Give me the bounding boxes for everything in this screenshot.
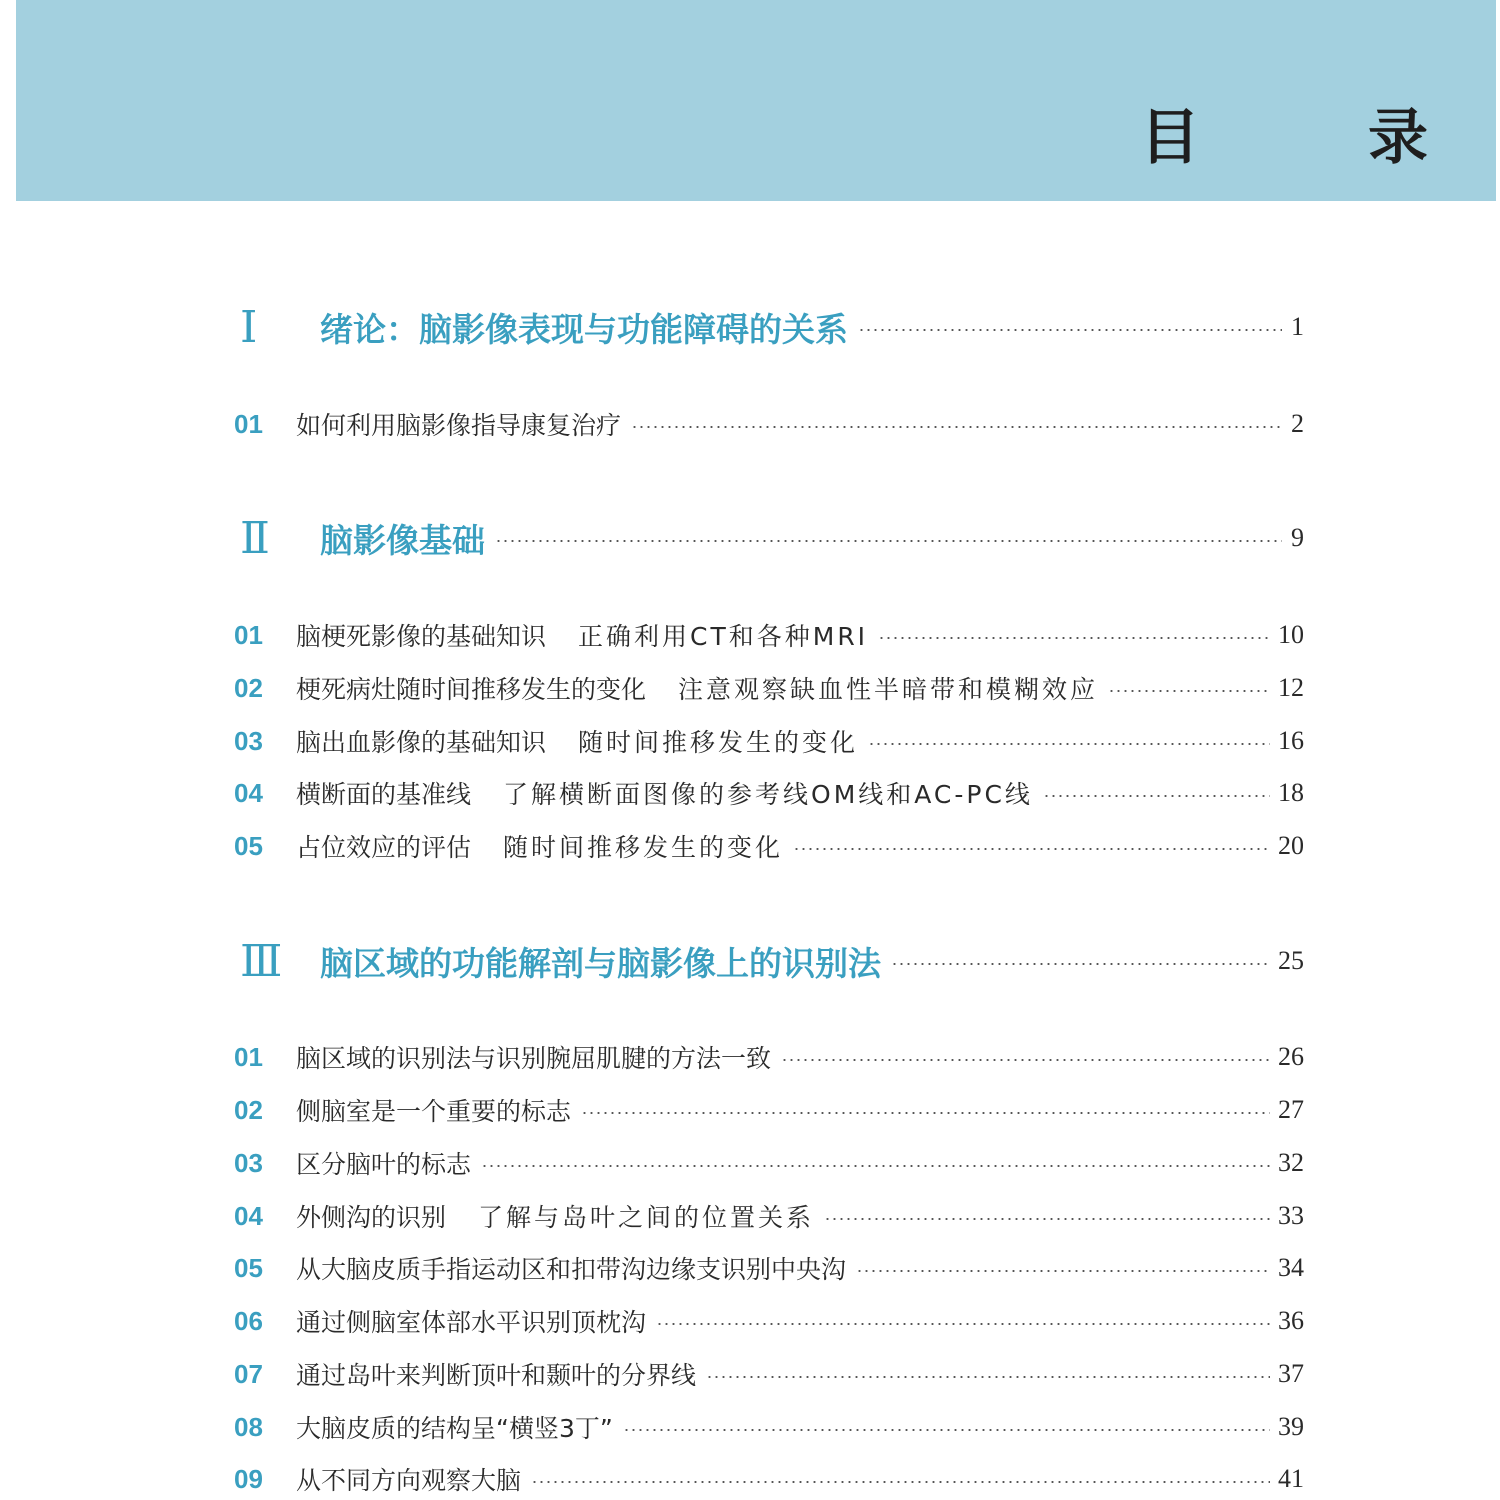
page-number: 10: [1278, 620, 1304, 649]
entry-number: 05: [234, 1252, 263, 1283]
dot-leader: [623, 1429, 1270, 1431]
dot-leader: [858, 329, 1282, 331]
dot-leader: [531, 1481, 1270, 1483]
section-heading-3[interactable]: [232, 931, 1304, 991]
entry-number: 02: [234, 672, 263, 703]
entry-title: 从不同方向观察大脑: [296, 1466, 522, 1495]
dot-leader: [581, 1112, 1270, 1114]
toc-entry[interactable]: [232, 1143, 1304, 1183]
entry-title: 区分脑叶的标志: [296, 1150, 472, 1179]
page-number: 16: [1278, 726, 1304, 755]
dot-leader: [856, 1270, 1270, 1272]
toc-entry[interactable]: [232, 1248, 1304, 1288]
section-heading-1[interactable]: [232, 297, 1304, 357]
section-title: 脑区域的功能解剖与脑影像上的识别法: [320, 943, 881, 983]
entry-number: 01: [234, 408, 263, 439]
toc-entry[interactable]: [232, 615, 1304, 655]
entry-title: 侧脑室是一个重要的标志: [296, 1097, 572, 1126]
page-title: 目 录: [1140, 103, 1482, 173]
page-number: 34: [1278, 1253, 1304, 1282]
toc-entry[interactable]: [232, 721, 1304, 761]
dot-leader: [793, 848, 1270, 850]
dot-leader: [495, 540, 1282, 542]
dot-leader: [868, 743, 1270, 745]
section-title: 绪论：脑影像表现与功能障碍的关系: [320, 309, 848, 349]
entry-subtitle: 了解与岛叶之间的位置关系: [478, 1203, 815, 1232]
page-number: 41: [1278, 1464, 1304, 1493]
toc-entry[interactable]: [232, 404, 1304, 444]
entry-number: 01: [234, 619, 263, 650]
entry-title: 通过岛叶来判断顶叶和颞叶的分界线: [296, 1361, 697, 1390]
dot-leader: [824, 1218, 1270, 1220]
dot-leader: [481, 1165, 1270, 1167]
toc-entry[interactable]: [232, 1354, 1304, 1394]
page-number: 33: [1278, 1201, 1304, 1230]
entry-number: 01: [234, 1041, 263, 1072]
entry-title: 占位效应的评估: [296, 833, 472, 862]
entry-number: 03: [234, 725, 263, 756]
entry-number: 05: [234, 830, 263, 861]
entry-number: 02: [234, 1094, 263, 1125]
entry-number: 04: [234, 777, 263, 808]
entry-subtitle: 随时间推移发生的变化: [578, 728, 859, 757]
dot-leader: [781, 1059, 1270, 1061]
page-number: 20: [1278, 831, 1304, 860]
entry-number: 03: [234, 1147, 263, 1178]
toc-entry[interactable]: [232, 826, 1304, 866]
page-number: 36: [1278, 1306, 1304, 1335]
toc-entry[interactable]: [232, 1090, 1304, 1130]
entry-title: 横断面的基准线: [296, 780, 472, 809]
page-number: 25: [1278, 946, 1304, 975]
dot-leader: [891, 963, 1270, 965]
dot-leader: [1043, 795, 1270, 797]
entry-number: 04: [234, 1200, 263, 1231]
entry-title: 外侧沟的识别: [296, 1203, 447, 1232]
entry-title: 如何利用脑影像指导康复治疗: [296, 411, 622, 440]
dot-leader: [631, 426, 1282, 428]
entry-number: 09: [234, 1463, 263, 1494]
dot-leader: [706, 1376, 1270, 1378]
section-numeral: Ⅲ: [240, 935, 283, 987]
dot-leader: [1108, 690, 1270, 692]
entry-subtitle: 了解横断面图像的参考线OM线和AC-PC线: [503, 780, 1033, 809]
entry-title: 大脑皮质的结构呈“横竖3丁”: [296, 1414, 613, 1443]
page-number: 27: [1278, 1095, 1304, 1124]
entry-number: 06: [234, 1305, 263, 1336]
toc-entry[interactable]: [232, 1301, 1304, 1341]
toc-entry[interactable]: [232, 668, 1304, 708]
page-number: 18: [1278, 778, 1304, 807]
section-numeral: Ⅰ: [240, 301, 258, 353]
page-number: 12: [1278, 673, 1304, 702]
entry-title: 脑区域的识别法与识别腕屈肌腱的方法一致: [296, 1044, 772, 1073]
page-number: 9: [1291, 523, 1304, 552]
toc-entry[interactable]: [232, 1459, 1304, 1499]
entry-title: 脑出血影像的基础知识: [296, 728, 547, 757]
section-numeral: Ⅱ: [240, 512, 270, 564]
entry-title: 梗死病灶随时间推移发生的变化: [296, 675, 647, 704]
page-number: 37: [1278, 1359, 1304, 1388]
toc-entry[interactable]: [232, 1407, 1304, 1447]
entry-number: 08: [234, 1411, 263, 1442]
entry-title: 脑梗死影像的基础知识: [296, 622, 547, 651]
dot-leader: [656, 1323, 1270, 1325]
toc-entry[interactable]: [232, 1196, 1304, 1236]
page-number: 39: [1278, 1412, 1304, 1441]
page-number: 1: [1291, 312, 1304, 341]
entry-title: 从大脑皮质手指运动区和扣带沟边缘支识别中央沟: [296, 1255, 847, 1284]
section-heading-2[interactable]: [232, 508, 1304, 568]
toc-entry[interactable]: [232, 1037, 1304, 1077]
entry-subtitle: 注意观察缺血性半暗带和模糊效应: [678, 675, 1099, 704]
entry-title: 通过侧脑室体部水平识别顶枕沟: [296, 1308, 647, 1337]
dot-leader: [878, 637, 1270, 639]
toc-entry[interactable]: [232, 773, 1304, 813]
section-title: 脑影像基础: [320, 520, 485, 560]
page-number: 26: [1278, 1042, 1304, 1071]
entry-subtitle: 正确利用CT和各种MRI: [578, 622, 869, 651]
entry-subtitle: 随时间推移发生的变化: [503, 833, 784, 862]
page-number: 32: [1278, 1148, 1304, 1177]
entry-number: 07: [234, 1358, 263, 1389]
page-number: 2: [1291, 409, 1304, 438]
